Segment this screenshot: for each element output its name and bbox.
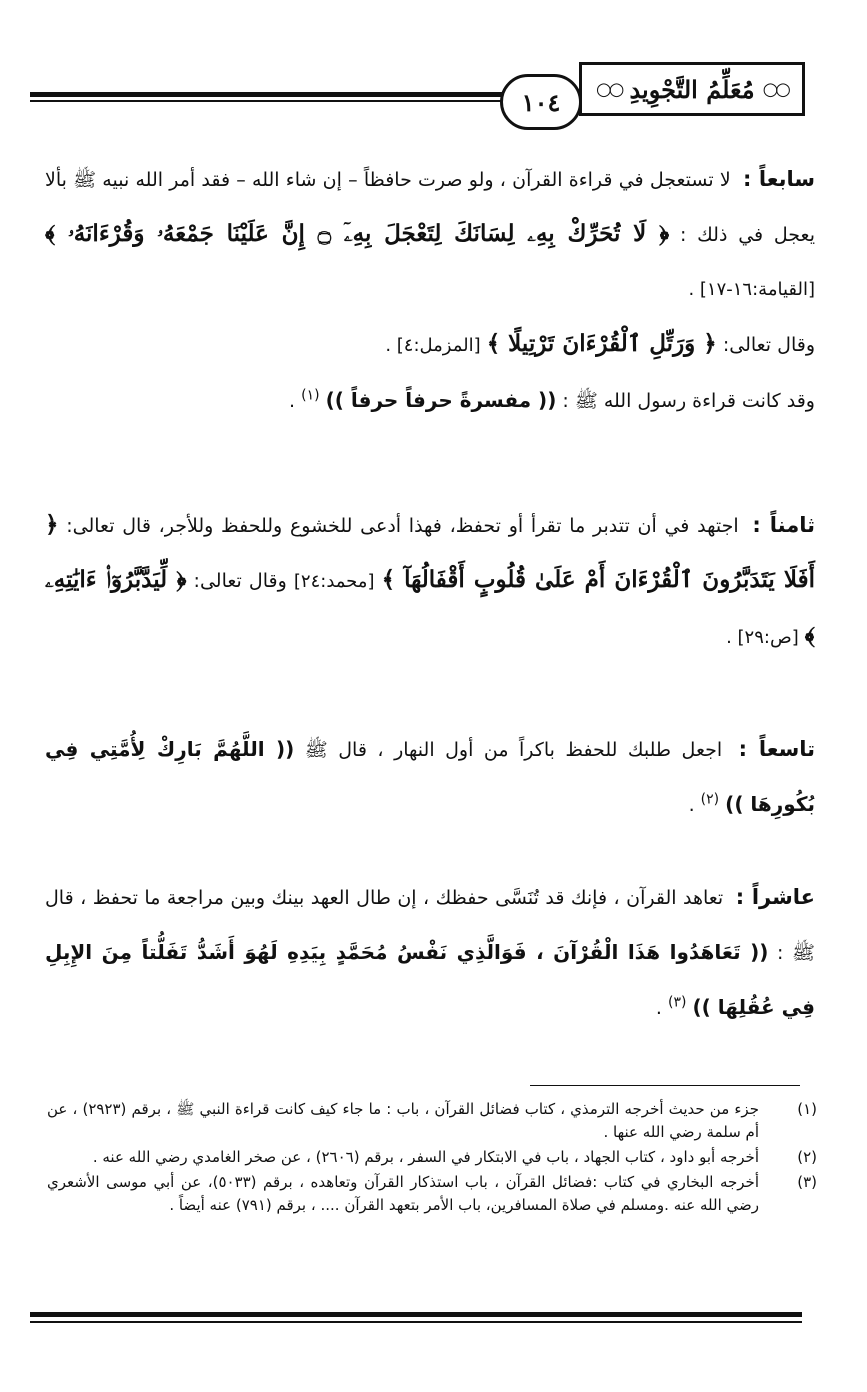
footnote-marker[interactable]: (٣) — [668, 994, 687, 1011]
section-label: ثامناً : — [752, 513, 815, 537]
section-text: تعاهد القرآن ، فإنك قد تُنَسَّى حفظك ، إن طال العهد بينك وبين مراجعة ما تحفظ ، قال ﷺ : — [45, 887, 815, 964]
sentence-end: . — [289, 390, 302, 412]
section-text: وقد كانت قراءة رسول الله ﷺ : — [562, 390, 815, 412]
verse-reference: [محمد:٢٤] — [293, 571, 375, 592]
book-title: مُعَلِّمُ التَّجْوِيدِ — [629, 74, 755, 104]
footnote — [47, 1171, 817, 1217]
header-rule-thin — [30, 100, 555, 102]
footnote-marker[interactable]: (١) — [301, 387, 320, 404]
footnote-number: (١) — [797, 1100, 817, 1118]
verse-reference: [القيامة:١٦-١٧] . — [688, 279, 815, 300]
footnote — [47, 1098, 817, 1144]
section-text: لا تستعجل في قراءة القرآن ، ولو صرت حافظاً – إن شاء الله – فقد أمر الله نبيه ﷺ بألا يعجل في ذلك : — [45, 169, 816, 246]
section-seventh — [45, 152, 815, 428]
section-text: وقال تعالى: — [722, 334, 815, 356]
running-title — [579, 62, 805, 116]
verse-reference: [المزمل:٤] . — [385, 335, 481, 356]
hadith-quote: (( تَعَاهَدُوا هَذَا الْقُرْآنَ ، فَوَالَّذِي نَفْسُ مُحَمَّدٍ بِيَدِهِ لَهُوَ أَشَدُّ تَفَلُّتاً مِنَ الإِبِلِ فِي عُقُلِهَا )) — [45, 940, 815, 1019]
footnote-number: (٢) — [797, 1148, 817, 1166]
page-header — [30, 62, 805, 124]
bottom-rule-thick — [30, 1312, 802, 1317]
sentence-end: . — [655, 997, 668, 1019]
quran-verse: ﴿ لَا تُحَرِّكْ بِهِۦ لِسَانَكَ لِتَعْجَلَ بِهِۦٓ ۝ إِنَّ عَلَيْنَا جَمْعَهُۥ وَقُرْءَانَهُۥ ﴾ — [45, 220, 670, 247]
quran-verse: ﴿ لِّيَدَّبَّرُوٓا۟ ءَايَٰتِهِۦ ﴾ — [45, 566, 815, 649]
quran-verse: ﴿ وَرَتِّلِ ٱلْقُرْءَانَ تَرْتِيلًا ﴾ — [486, 330, 717, 357]
section-label: عاشراً : — [735, 885, 816, 909]
ornament-rings-icon: ○○ — [596, 78, 622, 100]
footnote-text: جزء من حديث أخرجه الترمذي ، كتاب فضائل القرآن ، باب : ما جاء كيف كانت قراءة النبي ﷺ ، برقم (٢٩٢٣) ، عن أم سلمة رضي الله عنها . — [47, 1100, 759, 1141]
header-rule-thick — [30, 92, 555, 97]
footnote-number: (٣) — [797, 1173, 817, 1191]
footnote-separator — [530, 1085, 800, 1086]
section-eighth — [45, 498, 815, 665]
verse-reference: [ص:٢٩] . — [726, 627, 799, 648]
footnote-text: أخرجه البخاري في كتاب :فضائل القرآن ، باب استذكار القرآن وتعاهده ، برقم (٥٠٣٣)، عن أبي موسى الأشعري رضي الله عنه .ومسلم في صلاة المسافرين، باب الأمر بتعهد القرآن .... ، برقم (٧٩١) عنه أيضاً . — [47, 1173, 759, 1214]
page-number: ١٠٤ — [500, 74, 582, 130]
hadith-quote: (( اللَّهُمَّ بَارِكْ لِأُمَّتِي فِي بُكُورِهَا )) — [45, 737, 815, 816]
section-text: اجتهد في أن تتدبر ما تقرأ أو تحفظ، فهذا أدعى للخشوع وللحفظ وللأجر، قال تعالى: — [66, 515, 739, 537]
section-label: سابعاً : — [742, 167, 815, 191]
section-text: اجعل طلبك للحفظ باكراً من أول النهار ، قال ﷺ — [304, 739, 723, 761]
sentence-end: . — [688, 794, 701, 816]
footnote-marker[interactable]: (٢) — [700, 791, 720, 808]
ornament-rings-icon: ○○ — [762, 78, 788, 100]
section-tenth — [45, 870, 815, 1035]
hadith-quote: (( مفسرةً حرفاً حرفاً )) — [325, 388, 557, 412]
quran-verse: ﴿ أَفَلَا يَتَدَبَّرُونَ ٱلْقُرْءَانَ أَمْ عَلَىٰ قُلُوبٍ أَقْفَالُهَآ ﴾ — [45, 511, 815, 593]
footnote-text: أخرجه أبو داود ، كتاب الجهاد ، باب في الابتكار في السفر ، برقم (٢٦٠٦) ، عن صخر الغامدي رضي الله عنه . — [92, 1148, 759, 1166]
section-ninth — [45, 722, 815, 832]
bottom-rule-thin — [30, 1321, 802, 1323]
footnotes — [47, 1098, 817, 1219]
section-label: تاسعاً : — [738, 737, 816, 761]
section-text: وقال تعالى: — [193, 570, 287, 592]
footnote — [47, 1146, 817, 1169]
